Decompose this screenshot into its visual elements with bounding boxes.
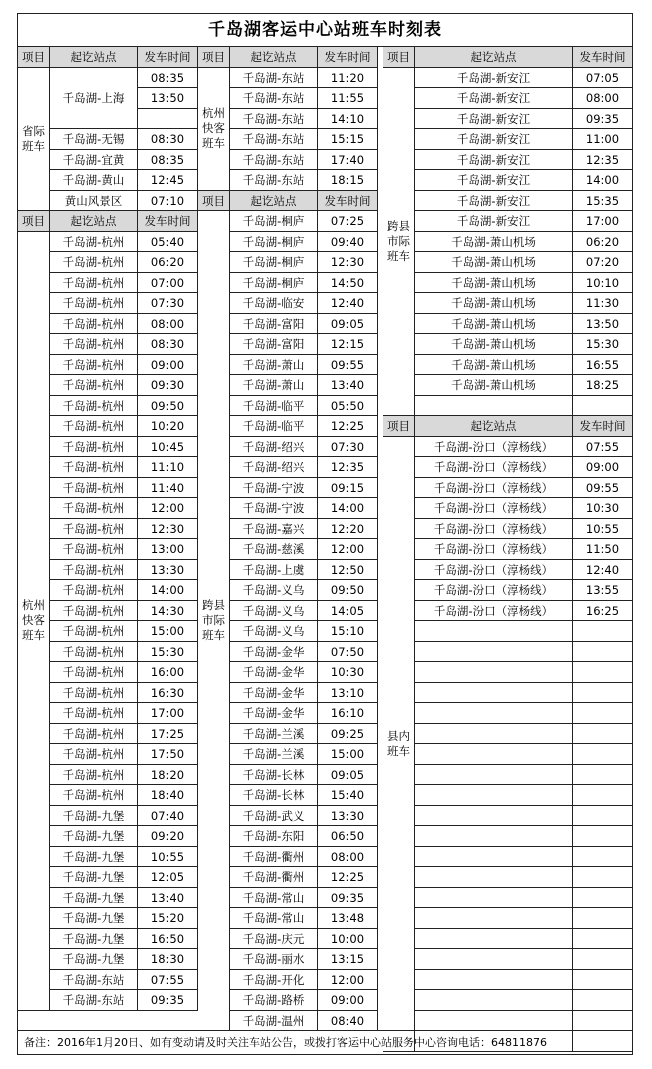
route-cell: 千岛湖-杭州 bbox=[50, 703, 138, 724]
route-cell: 千岛湖-开化 bbox=[230, 970, 318, 991]
route-cell bbox=[415, 970, 573, 991]
time-cell: 14:30 bbox=[138, 601, 198, 622]
route-cell: 千岛湖-九堡 bbox=[50, 929, 138, 950]
time-cell: 13:15 bbox=[318, 949, 378, 970]
col3-crosscounty-header-category: 项目 bbox=[383, 47, 415, 68]
time-cell: 07:05 bbox=[573, 68, 633, 89]
time-cell bbox=[573, 867, 633, 888]
route-cell: 千岛湖-杭州 bbox=[50, 273, 138, 294]
route-cell: 千岛湖-杭州 bbox=[50, 662, 138, 683]
time-cell: 14:10 bbox=[318, 109, 378, 130]
time-cell: 08:30 bbox=[138, 334, 198, 355]
route-cell: 千岛湖-衢州 bbox=[230, 867, 318, 888]
route-cell: 千岛湖-路桥 bbox=[230, 990, 318, 1011]
col2-express-category-label: 杭州快客班车 bbox=[198, 68, 230, 191]
footnote: 备注：2016年1月20日、如有变动请及时关注车站公告，或拨打客运中心站服务中心咨询电话：64811876 bbox=[18, 1030, 632, 1054]
route-cell: 千岛湖-杭州 bbox=[50, 478, 138, 499]
time-cell: 12:30 bbox=[138, 519, 198, 540]
route-cell: 千岛湖-萧山机场 bbox=[415, 314, 573, 335]
time-cell: 05:40 bbox=[138, 232, 198, 253]
time-cell: 10:30 bbox=[573, 498, 633, 519]
time-cell: 14:00 bbox=[138, 580, 198, 601]
route-cell: 千岛湖-杭州 bbox=[50, 334, 138, 355]
time-cell: 07:10 bbox=[138, 191, 198, 212]
route-cell: 千岛湖-杭州 bbox=[50, 621, 138, 642]
time-cell bbox=[573, 826, 633, 847]
route-cell: 千岛湖-九堡 bbox=[50, 867, 138, 888]
route-cell: 千岛湖-宜黄 bbox=[50, 150, 138, 171]
route-cell: 千岛湖-上虞 bbox=[230, 560, 318, 581]
route-cell: 千岛湖-东站 bbox=[50, 990, 138, 1011]
route-cell: 千岛湖-杭州 bbox=[50, 355, 138, 376]
col3-crosscounty-header-time: 发车时间 bbox=[573, 47, 633, 68]
col3-incounty-header-category: 项目 bbox=[383, 416, 415, 437]
route-cell: 千岛湖-九堡 bbox=[50, 908, 138, 929]
time-cell: 06:50 bbox=[318, 826, 378, 847]
time-cell: 15:30 bbox=[138, 642, 198, 663]
route-cell: 千岛湖-汾口（淳杨线） bbox=[415, 539, 573, 560]
time-cell: 10:20 bbox=[138, 416, 198, 437]
time-cell: 06:20 bbox=[573, 232, 633, 253]
route-cell: 千岛湖-杭州 bbox=[50, 437, 138, 458]
route-cell bbox=[415, 888, 573, 909]
time-cell: 08:35 bbox=[138, 68, 198, 89]
route-cell: 千岛湖-萧山 bbox=[230, 375, 318, 396]
route-cell: 千岛湖-九堡 bbox=[50, 847, 138, 868]
col2-crosscounty-header-time: 发车时间 bbox=[318, 191, 378, 212]
route-cell bbox=[415, 826, 573, 847]
time-cell: 16:00 bbox=[138, 662, 198, 683]
time-cell bbox=[573, 662, 633, 683]
time-cell: 12:25 bbox=[318, 867, 378, 888]
route-cell: 千岛湖-绍兴 bbox=[230, 437, 318, 458]
time-cell: 11:50 bbox=[573, 539, 633, 560]
route-cell: 千岛湖-常山 bbox=[230, 888, 318, 909]
time-cell bbox=[138, 109, 198, 130]
time-cell: 09:55 bbox=[318, 355, 378, 376]
route-cell: 千岛湖-宁波 bbox=[230, 478, 318, 499]
route-cell: 千岛湖-杭州 bbox=[50, 765, 138, 786]
route-cell: 黄山风景区 bbox=[50, 191, 138, 212]
route-cell: 千岛湖-东站 bbox=[230, 150, 318, 171]
route-cell: 千岛湖-杭州 bbox=[50, 785, 138, 806]
route-cell bbox=[415, 724, 573, 745]
time-cell: 10:10 bbox=[573, 273, 633, 294]
route-cell: 千岛湖-丽水 bbox=[230, 949, 318, 970]
route-cell: 千岛湖-宁波 bbox=[230, 498, 318, 519]
route-cell: 千岛湖-长林 bbox=[230, 765, 318, 786]
time-cell: 17:25 bbox=[138, 724, 198, 745]
route-cell: 千岛湖-杭州 bbox=[50, 601, 138, 622]
route-cell: 千岛湖-衢州 bbox=[230, 847, 318, 868]
time-cell: 12:35 bbox=[573, 150, 633, 171]
route-cell: 千岛湖-杭州 bbox=[50, 539, 138, 560]
time-cell: 08:00 bbox=[318, 847, 378, 868]
time-cell: 05:50 bbox=[318, 396, 378, 417]
time-cell: 18:40 bbox=[138, 785, 198, 806]
time-cell: 13:30 bbox=[318, 806, 378, 827]
route-cell bbox=[415, 396, 573, 417]
route-cell: 千岛湖-汾口（淳杨线） bbox=[415, 437, 573, 458]
route-cell: 千岛湖-金华 bbox=[230, 642, 318, 663]
time-cell: 09:50 bbox=[138, 396, 198, 417]
time-cell: 17:00 bbox=[138, 703, 198, 724]
time-cell bbox=[573, 908, 633, 929]
time-cell: 14:50 bbox=[318, 273, 378, 294]
route-cell: 千岛湖-汾口（淳杨线） bbox=[415, 457, 573, 478]
time-cell bbox=[573, 396, 633, 417]
time-cell bbox=[573, 724, 633, 745]
route-cell: 千岛湖-杭州 bbox=[50, 396, 138, 417]
time-cell: 15:10 bbox=[318, 621, 378, 642]
time-cell bbox=[573, 888, 633, 909]
route-cell: 千岛湖-萧山机场 bbox=[415, 375, 573, 396]
route-cell: 千岛湖-义乌 bbox=[230, 580, 318, 601]
route-cell: 千岛湖-新安江 bbox=[415, 88, 573, 109]
time-cell: 09:40 bbox=[318, 232, 378, 253]
route-cell: 千岛湖-黄山 bbox=[50, 170, 138, 191]
route-cell: 千岛湖-东站 bbox=[230, 68, 318, 89]
route-cell: 千岛湖-临平 bbox=[230, 416, 318, 437]
time-cell: 17:50 bbox=[138, 744, 198, 765]
route-cell: 千岛湖-萧山机场 bbox=[415, 273, 573, 294]
route-cell bbox=[415, 744, 573, 765]
route-cell: 千岛湖-新安江 bbox=[415, 109, 573, 130]
route-cell: 千岛湖-东站 bbox=[230, 88, 318, 109]
route-cell bbox=[415, 806, 573, 827]
col1-hangzhou-header-time: 发车时间 bbox=[138, 211, 198, 232]
col2-express-header-route: 起讫站点 bbox=[230, 47, 318, 68]
time-cell: 12:25 bbox=[318, 416, 378, 437]
route-cell: 千岛湖-嘉兴 bbox=[230, 519, 318, 540]
route-cell: 千岛湖-新安江 bbox=[415, 170, 573, 191]
time-cell: 13:55 bbox=[573, 580, 633, 601]
col3-crosscounty-header-route: 起讫站点 bbox=[415, 47, 573, 68]
route-cell: 千岛湖-新安江 bbox=[415, 191, 573, 212]
col1-hangzhou-category-label: 杭州快客班车 bbox=[18, 232, 50, 1011]
route-cell: 千岛湖-桐庐 bbox=[230, 273, 318, 294]
route-cell: 千岛湖-九堡 bbox=[50, 949, 138, 970]
route-cell: 千岛湖-兰溪 bbox=[230, 744, 318, 765]
route-cell bbox=[415, 703, 573, 724]
time-cell: 15:30 bbox=[573, 334, 633, 355]
route-cell: 千岛湖-新安江 bbox=[415, 211, 573, 232]
route-cell bbox=[415, 990, 573, 1011]
time-cell: 12:00 bbox=[318, 970, 378, 991]
route-cell: 千岛湖-武义 bbox=[230, 806, 318, 827]
time-cell: 17:00 bbox=[573, 211, 633, 232]
route-cell: 千岛湖-汾口（淳杨线） bbox=[415, 519, 573, 540]
col2-express-header-time: 发车时间 bbox=[318, 47, 378, 68]
route-cell: 千岛湖-九堡 bbox=[50, 806, 138, 827]
time-cell: 07:55 bbox=[573, 437, 633, 458]
time-cell bbox=[573, 1011, 633, 1032]
route-cell: 千岛湖-新安江 bbox=[415, 68, 573, 89]
route-cell: 千岛湖-东站 bbox=[50, 970, 138, 991]
time-cell bbox=[573, 990, 633, 1011]
route-cell: 千岛湖-杭州 bbox=[50, 498, 138, 519]
route-cell: 千岛湖-杭州 bbox=[50, 314, 138, 335]
route-cell bbox=[415, 765, 573, 786]
time-cell: 07:30 bbox=[318, 437, 378, 458]
route-cell: 千岛湖-萧山机场 bbox=[415, 334, 573, 355]
route-cell: 千岛湖-杭州 bbox=[50, 683, 138, 704]
route-cell: 千岛湖-萧山机场 bbox=[415, 293, 573, 314]
route-cell: 千岛湖-临平 bbox=[230, 396, 318, 417]
route-cell: 千岛湖-上海 bbox=[50, 68, 138, 130]
time-cell: 16:10 bbox=[318, 703, 378, 724]
route-cell: 千岛湖-金华 bbox=[230, 662, 318, 683]
time-cell: 12:40 bbox=[318, 293, 378, 314]
time-cell: 12:45 bbox=[138, 170, 198, 191]
col3-incounty-category-label: 县内班车 bbox=[383, 437, 415, 1052]
route-cell: 千岛湖-萧山机场 bbox=[415, 355, 573, 376]
time-cell: 07:25 bbox=[318, 211, 378, 232]
page-title: 千岛湖客运中心站班车时刻表 bbox=[18, 14, 632, 47]
time-cell bbox=[573, 970, 633, 991]
route-cell: 千岛湖-杭州 bbox=[50, 232, 138, 253]
route-cell: 千岛湖-萧山机场 bbox=[415, 232, 573, 253]
time-cell: 15:40 bbox=[318, 785, 378, 806]
time-cell: 15:15 bbox=[318, 129, 378, 150]
time-cell: 14:05 bbox=[318, 601, 378, 622]
time-cell: 07:55 bbox=[138, 970, 198, 991]
route-cell: 千岛湖-常山 bbox=[230, 908, 318, 929]
time-cell: 18:15 bbox=[318, 170, 378, 191]
route-cell: 千岛湖-汾口（淳杨线） bbox=[415, 601, 573, 622]
route-cell: 千岛湖-杭州 bbox=[50, 457, 138, 478]
time-cell: 06:20 bbox=[138, 252, 198, 273]
time-cell bbox=[573, 744, 633, 765]
time-cell: 10:00 bbox=[318, 929, 378, 950]
time-cell: 10:30 bbox=[318, 662, 378, 683]
time-cell: 08:40 bbox=[318, 1011, 378, 1032]
route-cell bbox=[415, 929, 573, 950]
route-cell: 千岛湖-九堡 bbox=[50, 826, 138, 847]
time-cell: 13:30 bbox=[138, 560, 198, 581]
route-cell: 千岛湖-金华 bbox=[230, 683, 318, 704]
time-cell: 15:00 bbox=[138, 621, 198, 642]
time-cell: 07:40 bbox=[138, 806, 198, 827]
route-cell: 千岛湖-杭州 bbox=[50, 560, 138, 581]
route-cell: 千岛湖-长林 bbox=[230, 785, 318, 806]
route-cell: 千岛湖-金华 bbox=[230, 703, 318, 724]
route-cell: 千岛湖-富阳 bbox=[230, 334, 318, 355]
route-cell: 千岛湖-杭州 bbox=[50, 580, 138, 601]
time-cell bbox=[573, 929, 633, 950]
route-cell: 千岛湖-汾口（淳杨线） bbox=[415, 478, 573, 499]
route-cell: 千岛湖-汾口（淳杨线） bbox=[415, 560, 573, 581]
route-cell: 千岛湖-杭州 bbox=[50, 519, 138, 540]
time-cell: 12:15 bbox=[318, 334, 378, 355]
time-cell bbox=[573, 765, 633, 786]
route-cell: 千岛湖-新安江 bbox=[415, 129, 573, 150]
time-cell: 09:00 bbox=[573, 457, 633, 478]
time-cell: 10:55 bbox=[573, 519, 633, 540]
route-cell bbox=[415, 1011, 573, 1032]
col2-crosscounty-category-label: 跨县市际班车 bbox=[198, 211, 230, 1031]
time-cell: 11:10 bbox=[138, 457, 198, 478]
route-cell: 千岛湖-汾口（淳杨线） bbox=[415, 498, 573, 519]
time-cell: 18:25 bbox=[573, 375, 633, 396]
time-cell: 12:20 bbox=[318, 519, 378, 540]
route-cell: 千岛湖-温州 bbox=[230, 1011, 318, 1032]
time-cell: 09:00 bbox=[138, 355, 198, 376]
col3-crosscounty-category-label: 跨县市际班车 bbox=[383, 68, 415, 417]
time-cell bbox=[573, 703, 633, 724]
route-cell: 千岛湖-兰溪 bbox=[230, 724, 318, 745]
time-cell: 11:55 bbox=[318, 88, 378, 109]
col1-province-category-label: 省际班车 bbox=[18, 68, 50, 212]
time-cell: 09:20 bbox=[138, 826, 198, 847]
route-cell: 千岛湖-杭州 bbox=[50, 375, 138, 396]
route-cell: 千岛湖-萧山 bbox=[230, 355, 318, 376]
route-cell: 千岛湖-杭州 bbox=[50, 252, 138, 273]
route-cell: 千岛湖-义乌 bbox=[230, 621, 318, 642]
time-cell: 11:30 bbox=[573, 293, 633, 314]
time-cell bbox=[573, 806, 633, 827]
time-cell: 09:30 bbox=[138, 375, 198, 396]
col1-province-header-route: 起讫站点 bbox=[50, 47, 138, 68]
route-cell bbox=[415, 683, 573, 704]
time-cell: 09:35 bbox=[318, 888, 378, 909]
route-cell: 千岛湖-杭州 bbox=[50, 416, 138, 437]
time-cell: 13:10 bbox=[318, 683, 378, 704]
time-cell: 09:50 bbox=[318, 580, 378, 601]
route-cell: 千岛湖-东阳 bbox=[230, 826, 318, 847]
time-cell: 13:50 bbox=[573, 314, 633, 335]
time-cell: 15:35 bbox=[573, 191, 633, 212]
route-cell: 千岛湖-汾口（淳杨线） bbox=[415, 580, 573, 601]
time-cell: 08:30 bbox=[138, 129, 198, 150]
time-cell bbox=[573, 785, 633, 806]
time-cell: 12:40 bbox=[573, 560, 633, 581]
col1-hangzhou-header-category: 项目 bbox=[18, 211, 50, 232]
route-cell bbox=[415, 785, 573, 806]
time-cell: 09:05 bbox=[318, 314, 378, 335]
time-cell: 13:40 bbox=[138, 888, 198, 909]
col2-crosscounty-header-category: 项目 bbox=[198, 191, 230, 212]
route-cell: 千岛湖-新安江 bbox=[415, 150, 573, 171]
route-cell: 千岛湖-慈溪 bbox=[230, 539, 318, 560]
time-cell: 13:50 bbox=[138, 88, 198, 109]
time-cell: 14:00 bbox=[573, 170, 633, 191]
route-cell: 千岛湖-萧山机场 bbox=[415, 252, 573, 273]
route-cell bbox=[415, 662, 573, 683]
time-cell: 18:20 bbox=[138, 765, 198, 786]
time-cell: 12:00 bbox=[318, 539, 378, 560]
route-cell: 千岛湖-东站 bbox=[230, 109, 318, 130]
time-cell: 08:35 bbox=[138, 150, 198, 171]
route-cell: 千岛湖-杭州 bbox=[50, 744, 138, 765]
route-cell: 千岛湖-杭州 bbox=[50, 293, 138, 314]
time-cell bbox=[573, 621, 633, 642]
route-cell: 千岛湖-无锡 bbox=[50, 129, 138, 150]
time-cell: 15:00 bbox=[318, 744, 378, 765]
time-cell: 11:20 bbox=[318, 68, 378, 89]
time-cell: 13:48 bbox=[318, 908, 378, 929]
time-cell: 12:00 bbox=[138, 498, 198, 519]
route-cell: 千岛湖-东站 bbox=[230, 170, 318, 191]
route-cell: 千岛湖-杭州 bbox=[50, 724, 138, 745]
timetable-sheet bbox=[17, 13, 633, 1055]
col3-incounty-header-time: 发车时间 bbox=[573, 416, 633, 437]
route-cell: 千岛湖-临安 bbox=[230, 293, 318, 314]
time-cell: 09:15 bbox=[318, 478, 378, 499]
route-cell bbox=[415, 908, 573, 929]
time-cell: 08:00 bbox=[573, 88, 633, 109]
col1-hangzhou-header-route: 起讫站点 bbox=[50, 211, 138, 232]
route-cell: 千岛湖-东站 bbox=[230, 129, 318, 150]
route-cell: 千岛湖-桐庐 bbox=[230, 252, 318, 273]
time-cell: 15:20 bbox=[138, 908, 198, 929]
time-cell: 18:30 bbox=[138, 949, 198, 970]
time-cell: 10:45 bbox=[138, 437, 198, 458]
time-cell bbox=[573, 683, 633, 704]
col3-incounty-header-route: 起讫站点 bbox=[415, 416, 573, 437]
time-cell: 09:00 bbox=[318, 990, 378, 1011]
route-cell: 千岛湖-富阳 bbox=[230, 314, 318, 335]
time-cell: 16:50 bbox=[138, 929, 198, 950]
time-cell: 13:40 bbox=[318, 375, 378, 396]
route-cell bbox=[415, 867, 573, 888]
route-cell: 千岛湖-九堡 bbox=[50, 888, 138, 909]
col2-express-header-category: 项目 bbox=[198, 47, 230, 68]
time-cell bbox=[573, 847, 633, 868]
time-cell: 16:25 bbox=[573, 601, 633, 622]
time-cell bbox=[573, 949, 633, 970]
time-cell: 08:00 bbox=[138, 314, 198, 335]
time-cell: 10:55 bbox=[138, 847, 198, 868]
route-cell: 千岛湖-桐庐 bbox=[230, 211, 318, 232]
time-cell: 07:20 bbox=[573, 252, 633, 273]
route-cell: 千岛湖-义乌 bbox=[230, 601, 318, 622]
time-cell bbox=[573, 642, 633, 663]
time-cell: 09:05 bbox=[318, 765, 378, 786]
time-cell: 09:35 bbox=[573, 109, 633, 130]
route-cell bbox=[415, 621, 573, 642]
route-cell: 千岛湖-桐庐 bbox=[230, 232, 318, 253]
time-cell: 07:30 bbox=[138, 293, 198, 314]
time-cell: 16:55 bbox=[573, 355, 633, 376]
time-cell: 16:30 bbox=[138, 683, 198, 704]
time-cell: 11:00 bbox=[573, 129, 633, 150]
time-cell: 14:00 bbox=[318, 498, 378, 519]
time-cell: 13:00 bbox=[138, 539, 198, 560]
time-cell: 12:50 bbox=[318, 560, 378, 581]
route-cell bbox=[415, 642, 573, 663]
time-cell: 07:00 bbox=[138, 273, 198, 294]
route-cell bbox=[415, 949, 573, 970]
time-cell: 11:40 bbox=[138, 478, 198, 499]
col1-province-header-category: 项目 bbox=[18, 47, 50, 68]
time-cell: 09:35 bbox=[138, 990, 198, 1011]
col2-crosscounty-header-route: 起讫站点 bbox=[230, 191, 318, 212]
time-cell: 07:50 bbox=[318, 642, 378, 663]
time-cell: 12:30 bbox=[318, 252, 378, 273]
route-cell bbox=[415, 847, 573, 868]
time-cell: 17:40 bbox=[318, 150, 378, 171]
time-cell: 12:05 bbox=[138, 867, 198, 888]
route-cell: 千岛湖-庆元 bbox=[230, 929, 318, 950]
time-cell: 09:25 bbox=[318, 724, 378, 745]
time-cell: 12:35 bbox=[318, 457, 378, 478]
col1-province-header-time: 发车时间 bbox=[138, 47, 198, 68]
time-cell: 09:55 bbox=[573, 478, 633, 499]
route-cell: 千岛湖-绍兴 bbox=[230, 457, 318, 478]
route-cell: 千岛湖-杭州 bbox=[50, 642, 138, 663]
